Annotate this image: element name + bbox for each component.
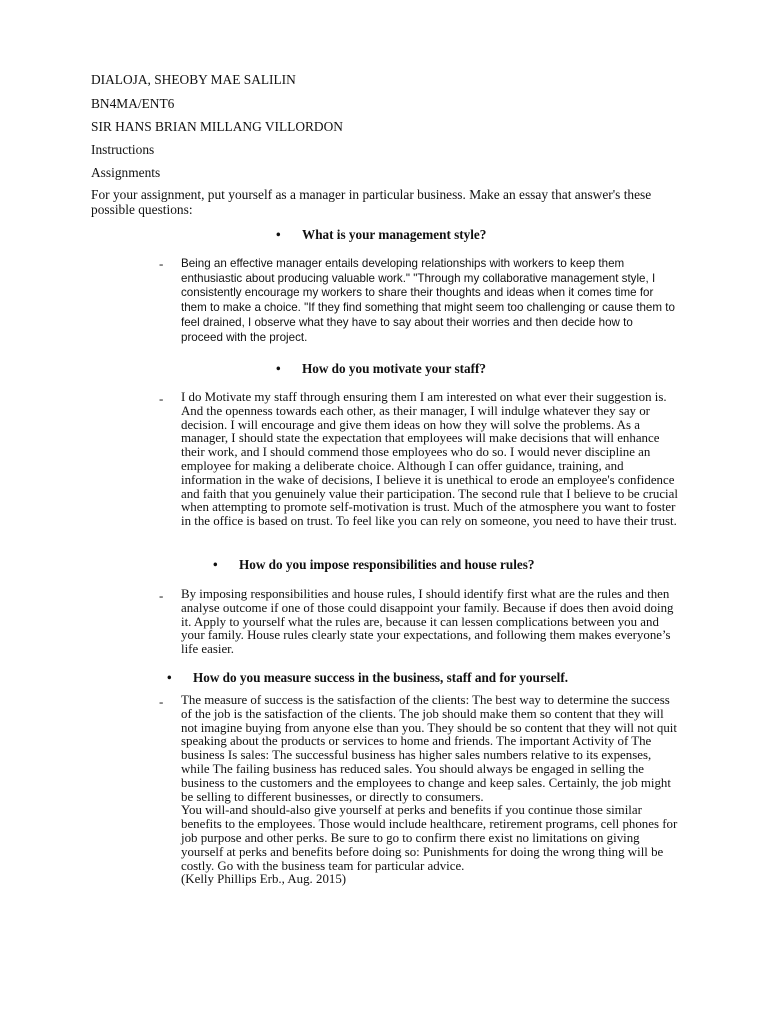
dash-marker: -	[159, 256, 164, 271]
question-text: How do you measure success in the business, staff and for yourself.	[193, 670, 569, 685]
answer-motivate-staff: I do Motivate my staff through ensuring them I am interested on what ever their suggestion is. And the openness towards each other, as their manager, I will indulge whatever they say or decision. I will encourage and give them ideas on how they will solve the problems. As a manager, I should state the expectation that employees will make decisions that will enhance their work, and I should commend those employees who do so. I would never discipline an employee for making a deliberate choice. Although I can offer guidance, training, and information in the wake of decisions, I believe it is unethical to erode an employee's confidence and faith that you genuinely value their participation. The second rule that I believe to be crucial when attempting to promote self-motivation is trust. Much of the atmosphere you want to foster in the office is based on trust. To feel like you can rely on someone, you need to have their trust.	[181, 390, 678, 529]
answer-paragraph-2: You will-and should-also give yourself at perks and benefits if you continue those similar benefits to the employees. Those would include healthcare, retirement programs, cell phones for job purpose and other perks. Be sure to go to confirm there exist no limitations on giving yourself at perks and benefits before doing so: Punishments for doing the wrong thing will be costly. Go with the business team for particular advice.	[181, 803, 678, 873]
question-house-rules	[213, 557, 535, 573]
dash-marker: -	[159, 588, 164, 603]
instructor-name: SIR HANS BRIAN MILLANG VILLORDON	[91, 119, 343, 134]
bullet-icon: •	[213, 557, 218, 572]
question-measure-success	[167, 670, 569, 686]
question-motivate-staff	[276, 361, 487, 377]
section-code: BN4MA/ENT6	[91, 96, 175, 111]
answer-measure-success	[181, 694, 681, 887]
student-name: DIALOJA, SHEOBY MAE SALILIN	[91, 72, 296, 87]
answer-paragraph: The measure of success is the satisfaction of the clients: The best way to determine the success of the job is the satisfaction of the clients. The job should make them so content that they will not imagine buying from anyone else than you. They should be so content that they will not quit speaking about the products or services to home and friends. The important Activity of The business Is sales: The successful business has higher sales numbers relative to its expenses, while The failing business has reduced sales. You should always be engaged in selling the business to the customers and the employees to change and keep sales. Certainly, the job might be selling to different businesses, or directly to consumers.	[181, 693, 677, 804]
dash-marker: -	[159, 694, 164, 709]
bullet-icon: •	[276, 227, 281, 242]
instructions-label: Instructions	[91, 142, 155, 157]
answer-house-rules: By imposing responsibilities and house rules, I should identify first what are the rules and then analyse outcome if one of those could disappoint your family. Because if does then avoid doing it. Apply to yourself what the rules are, because it can lessen complications between you and your family. House rules clearly state your expectations, and following them makes everyone’s life easier.	[181, 587, 674, 657]
question-text: What is your management style?	[302, 227, 487, 242]
question-management-style	[276, 227, 487, 243]
bullet-icon: •	[167, 670, 172, 685]
question-text: How do you motivate your staff?	[302, 361, 487, 376]
dash-marker: -	[159, 391, 164, 406]
assignments-label: Assignments	[91, 165, 161, 180]
question-text: How do you impose responsibilities and house rules?	[239, 557, 535, 572]
bullet-icon: •	[276, 361, 281, 376]
citation: (Kelly Phillips Erb., Aug. 2015)	[181, 872, 347, 887]
answer-management-style: Being an effective manager entails developing relationships with workers to keep them enthusiastic about producing valuable work." "Through my collaborative management style, I consistently encourage my workers to share their thoughts and ideas when it comes time for them to make a choice. "If they find something that might seem too challenging or cause them to feel drained, I observe what they have to say about their worries and then decide how to proceed with the project.	[181, 257, 675, 344]
assignment-intro: For your assignment, put yourself as a manager in particular business. Make an essay that answer's these possible questions:	[91, 187, 652, 217]
